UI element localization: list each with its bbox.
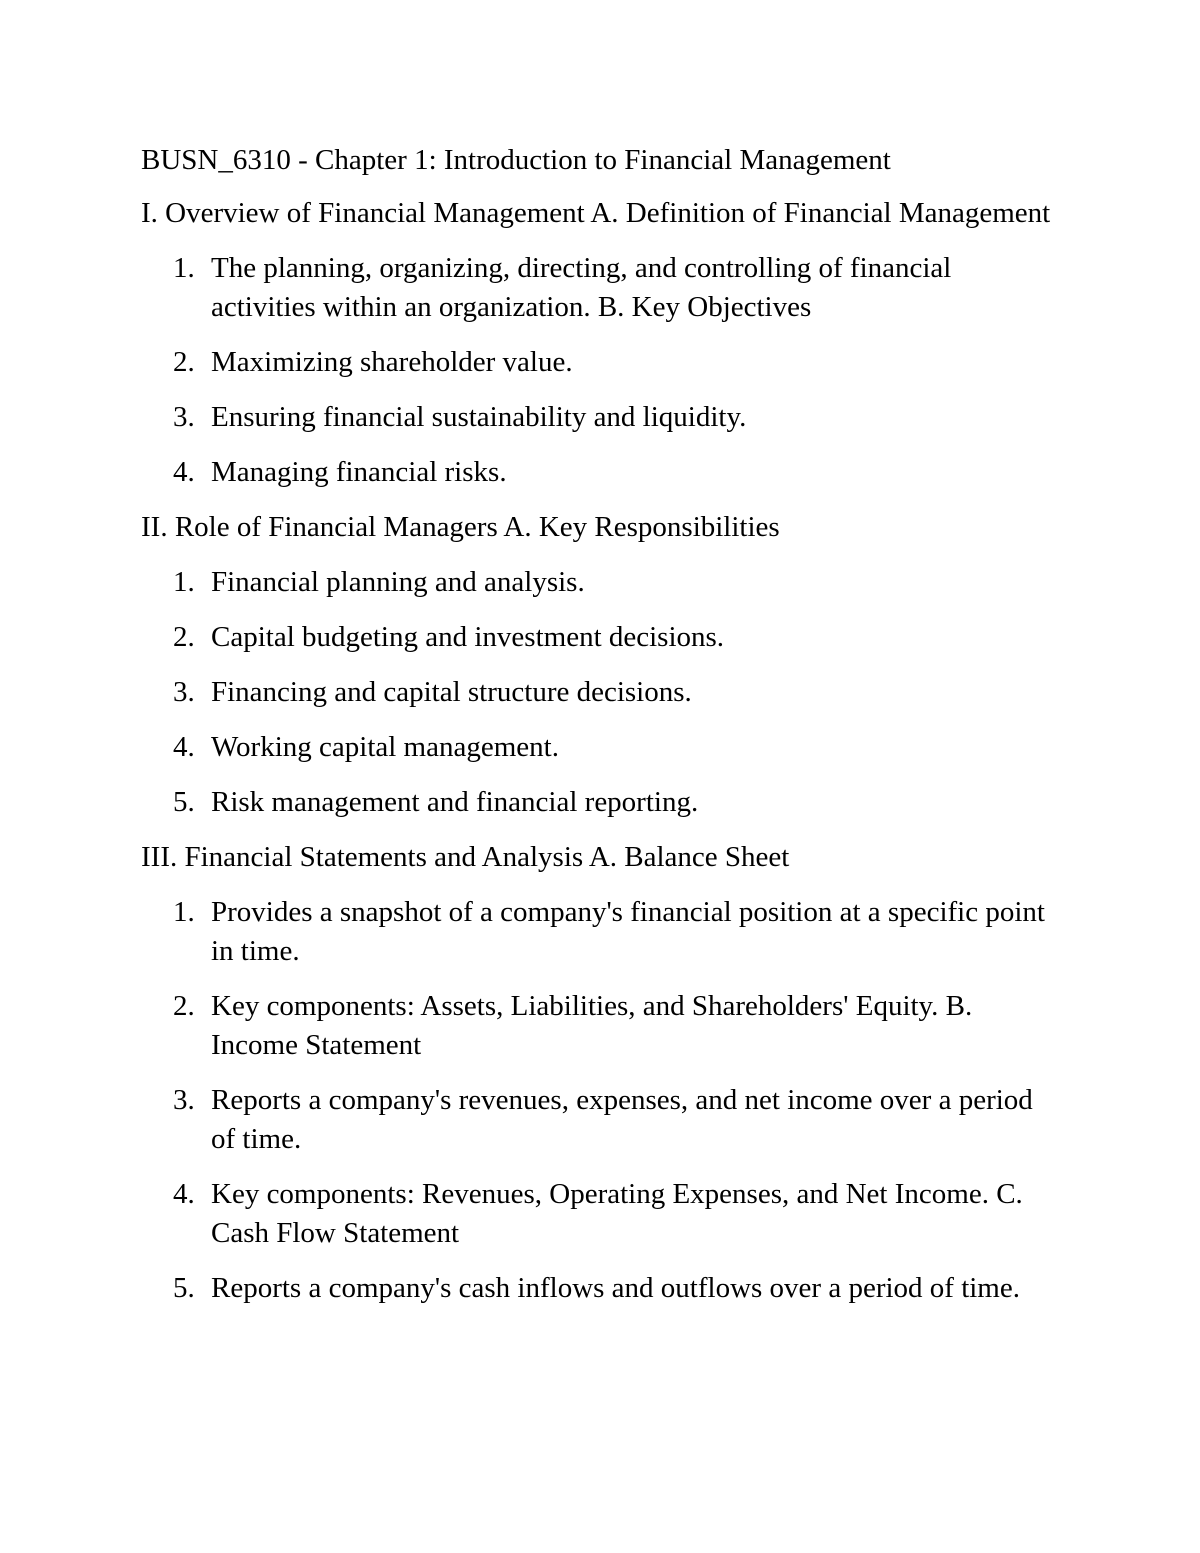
list-number: 5.	[173, 1272, 195, 1304]
list-item	[141, 728, 1061, 767]
list-number: 2.	[173, 346, 195, 378]
list-number: 4.	[173, 456, 195, 488]
list-item	[141, 343, 1061, 382]
list-item	[141, 673, 1061, 712]
list-item-text: Reports a company's revenues, expenses, and net income over a period of time.	[211, 1084, 1033, 1155]
list-item	[141, 563, 1061, 602]
list-item-text: Financing and capital structure decisions.	[211, 676, 692, 708]
list-item	[141, 893, 1061, 971]
list-number: 4.	[173, 1178, 195, 1210]
document-title: BUSN_6310 - Chapter 1: Introduction to Financial Management	[141, 144, 891, 176]
section-heading: II. Role of Financial Managers A. Key Responsibilities	[141, 511, 780, 543]
list-number: 3.	[173, 1084, 195, 1116]
numbered-list	[141, 249, 1061, 492]
list-number: 4.	[173, 731, 195, 763]
list-item	[141, 783, 1061, 822]
list-number: 2.	[173, 990, 195, 1022]
list-item	[141, 1081, 1061, 1159]
list-item-text: Key components: Assets, Liabilities, and Shareholders' Equity. B. Income Statement	[211, 990, 973, 1061]
list-item-text: Working capital management.	[211, 731, 559, 763]
document-body	[141, 141, 1061, 1324]
list-item-text: Risk management and financial reporting.	[211, 786, 699, 818]
list-item-text: Key components: Revenues, Operating Expenses, and Net Income. C. Cash Flow Statement	[211, 1178, 1023, 1249]
list-item	[141, 1269, 1061, 1308]
list-number: 3.	[173, 401, 195, 433]
list-number: 1.	[173, 566, 195, 598]
section-heading: III. Financial Statements and Analysis A. Balance Sheet	[141, 841, 790, 873]
list-item-text: Maximizing shareholder value.	[211, 346, 573, 378]
list-item-text: Ensuring financial sustainability and liquidity.	[211, 401, 747, 433]
list-number: 1.	[173, 896, 195, 928]
list-item-text: Managing financial risks.	[211, 456, 507, 488]
list-item	[141, 1175, 1061, 1253]
list-item-text: Financial planning and analysis.	[211, 566, 585, 598]
numbered-list	[141, 563, 1061, 822]
list-item	[141, 987, 1061, 1065]
list-item-text: The planning, organizing, directing, and controlling of financial activities within an organization. B. Key Objectives	[211, 252, 952, 323]
list-number: 2.	[173, 621, 195, 653]
list-number: 1.	[173, 252, 195, 284]
numbered-list	[141, 893, 1061, 1308]
list-item-text: Reports a company's cash inflows and outflows over a period of time.	[211, 1272, 1020, 1304]
list-item	[141, 453, 1061, 492]
list-item	[141, 618, 1061, 657]
list-item-text: Provides a snapshot of a company's financial position at a specific point in time.	[211, 896, 1045, 967]
list-number: 5.	[173, 786, 195, 818]
section-heading: I. Overview of Financial Management A. Definition of Financial Management	[141, 197, 1051, 229]
list-item-text: Capital budgeting and investment decisions.	[211, 621, 725, 653]
list-number: 3.	[173, 676, 195, 708]
list-item	[141, 398, 1061, 437]
list-item	[141, 249, 1061, 327]
